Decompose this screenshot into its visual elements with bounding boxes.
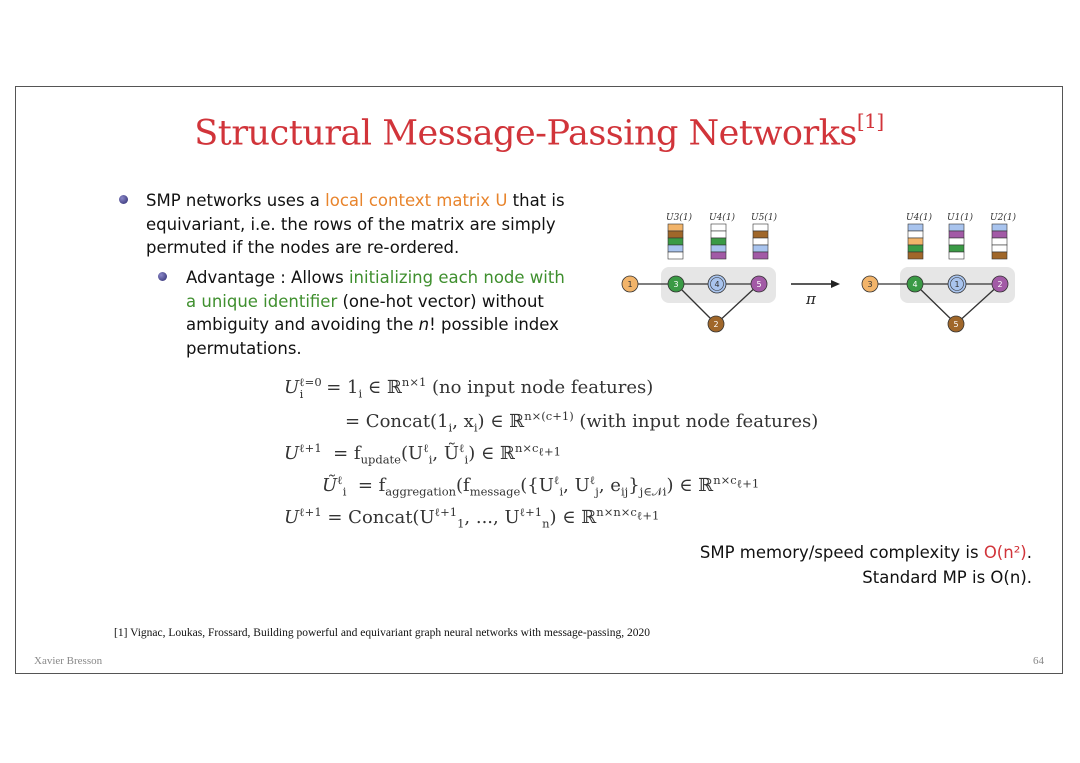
complexity-smp: SMP memory/speed complexity is O(n²). [699, 543, 1032, 562]
slide [15, 86, 1063, 674]
node-label: 3 [673, 280, 679, 289]
slide-title [16, 109, 1062, 154]
matrix-u4-permuted [908, 224, 923, 259]
matrix-u1-permuted [949, 224, 964, 259]
matrix-label: U4(1) [906, 213, 933, 223]
bullet-text: ! possible index permutations. [186, 315, 559, 358]
complexity-note [700, 540, 1032, 590]
equation-init: $U^{\ell=0}_i$ = $1_i$ ∈ ℝ$^{n\times 1}$ (no input node features) [284, 375, 654, 401]
node-label: 2 [713, 320, 719, 329]
right-graph [862, 212, 1017, 332]
smp-figure [616, 212, 1036, 357]
node-label: 1 [954, 280, 960, 289]
matrix-label: U1(1) [947, 213, 974, 223]
bullet-text: that is equivariant, i.e. the rows of the matrix are simply permuted if the nodes are re-ordered. [146, 191, 565, 257]
pi-label: π [806, 290, 816, 308]
title-reference[interactable]: [1] [856, 109, 884, 133]
node-label: 4 [714, 280, 720, 289]
highlight-local-context: local context matrix U [325, 191, 508, 210]
bullet-text: Advantage : Allows [186, 268, 349, 287]
node-label: 2 [997, 280, 1003, 289]
bullet-advantage [186, 266, 566, 360]
matrix-u5 [753, 224, 768, 259]
complexity-highlight: O(n²) [983, 543, 1027, 562]
footnote-reference: [1] Vignac, Loukas, Frossard, Building powerful and equivariant graph neural networks with message-passing, 2020 [114, 627, 650, 639]
node-label: 4 [912, 280, 918, 289]
highlight-unique-identifier: initializing each node with a unique identifier [186, 268, 565, 311]
permutation-diagram [616, 212, 1036, 352]
equation-update: $U^{\ell+1} = f_{update}(U^\ell_i$, $Ũ^\ell_i$) ∈ ℝ$^{n\times c_{\ell+1}}$ [284, 441, 561, 467]
bullet-dot [119, 195, 128, 204]
matrix-u3 [668, 224, 683, 259]
matrix-label: U5(1) [751, 213, 778, 223]
matrix-label: U4(1) [709, 213, 736, 223]
title-text: Structural Message-Passing Networks [194, 113, 857, 154]
equation-global-concat: $U^{\ell+1}$ = $Concat(U^{\ell+1}_1$, ..., $U^{\ell+1}_n$) ∈ ℝ$^{n\times n\times c_{\ell+1}}$ [284, 505, 660, 531]
sub-bullet-dot [158, 272, 167, 281]
equation-aggregation: $Ũ^\ell_i = f_{aggregation}(f_{message}(\{U^\ell_i$, $U^\ell_j$, $e_{ij}\}_{j\in 𝒩i}$) ∈ ℝ$^{n\times c_{\ell+1}}$ [322, 473, 760, 499]
node-label: 5 [756, 280, 762, 289]
node-label: 1 [627, 280, 633, 289]
matrix-label: U2(1) [990, 213, 1017, 223]
bullet-smp [146, 189, 586, 260]
equation-concat: = $Concat(1_i$, $x_i$) ∈ ℝ$^{n\times(c+1)}$ (with input node features) [345, 409, 819, 435]
variable-n: n [418, 315, 430, 334]
matrix-u4 [711, 224, 726, 259]
matrix-label: U3(1) [666, 213, 693, 223]
page-number: 64 [1033, 655, 1044, 667]
matrix-u2-permuted [992, 224, 1007, 259]
node-label: 5 [953, 320, 959, 329]
bullet-text: (one-hot vector) without ambiguity and avoiding the [186, 291, 544, 334]
footer-author: Xavier Bresson [34, 655, 103, 667]
complexity-mp: Standard MP is O(n). [862, 568, 1032, 587]
permutation-arrow [791, 280, 840, 308]
node-label: 3 [867, 280, 873, 289]
bullet-text: SMP networks uses a [146, 191, 326, 210]
left-graph [622, 212, 778, 332]
